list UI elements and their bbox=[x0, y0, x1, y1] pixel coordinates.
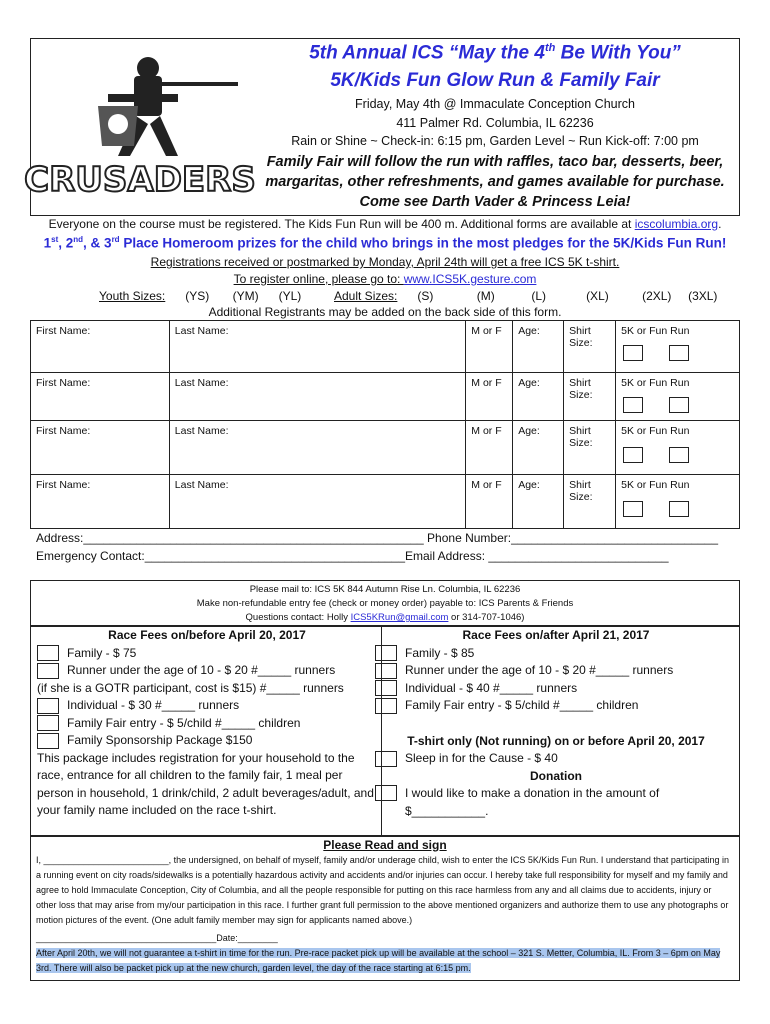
individual-checkbox[interactable] bbox=[375, 680, 397, 696]
event-subtitle: 5K/Kids Fun Glow Run & Family Fair bbox=[330, 70, 660, 91]
runner-checkbox[interactable] bbox=[37, 663, 59, 679]
logo-lettering: CRUSADERS bbox=[24, 160, 256, 200]
5k-checkbox[interactable] bbox=[623, 397, 643, 413]
gender-field[interactable]: M or F bbox=[466, 321, 513, 373]
registration-note: Everyone on the course must be registered. The Kids Fun Run will be 400 m. Additional forms are available at icscolumbia.org. bbox=[48, 217, 722, 231]
age-field[interactable]: Age: bbox=[513, 321, 564, 373]
fees-before-column: Race Fees on/before April 20, 2017 Family - $ 75 Runner under the age of 10 - $ 20 #_____ runners (if she is a GOTR participant, cost is $15) #_____ runners Individual - $ 30 #_____ runners Family Fair entry - $ 5/child #_____ children Family Sponsorship Package $150 This package includes registration for your household to the race, entrance for all children to the family fair, 1 meal per person in household, 1 drink/child, 2 adult beverages/adult, and your family name included on the race t-shirt. bbox=[37, 627, 377, 820]
event-times: Rain or Shine ~ Check-in: 6:15 pm, Garden Level ~ Run Kick-off: 7:00 pm bbox=[291, 134, 699, 148]
first-name-field[interactable]: First Name: bbox=[31, 373, 170, 421]
first-name-field[interactable]: First Name: bbox=[31, 421, 170, 475]
ics5k-link[interactable]: www.ICS5K.gesture.com bbox=[403, 272, 537, 286]
additional-note: Additional Registrants may be added on the back side of this form. bbox=[208, 305, 562, 319]
age-field[interactable]: Age: bbox=[513, 475, 564, 529]
table-row bbox=[31, 421, 740, 475]
fees-after-heading: Race Fees on/after April 21, 2017 bbox=[462, 628, 650, 642]
fair-entry-checkbox[interactable] bbox=[37, 715, 59, 731]
event-date: Friday, May 4th @ Immaculate Conception Church bbox=[355, 97, 635, 111]
online-registration: To register online, please go to: www.ICS5K.gesture.com bbox=[233, 272, 537, 286]
fair-entry-checkbox[interactable] bbox=[375, 698, 397, 714]
last-name-field[interactable]: Last Name: bbox=[169, 421, 465, 475]
5k-checkbox[interactable] bbox=[623, 345, 643, 361]
registrant-table bbox=[30, 320, 740, 529]
sleep-in-checkbox[interactable] bbox=[375, 751, 397, 767]
fun-run-checkbox[interactable] bbox=[669, 447, 689, 463]
individual-checkbox[interactable] bbox=[37, 698, 59, 714]
package-description: This package includes registration for your household to the race, entrance for all children to the family fair, 1 meal per person in household, 1 drink/child, 2 adult beverages/adult, and your family name included on the race t-shirt. bbox=[37, 750, 374, 817]
donation-text: I would like to make a donation in the amount of $___________. bbox=[405, 786, 660, 818]
table-row bbox=[31, 321, 740, 373]
fun-run-checkbox[interactable] bbox=[669, 397, 689, 413]
icscolumbia-link[interactable]: icscolumbia.org bbox=[634, 217, 719, 231]
last-name-field[interactable]: Last Name: bbox=[169, 475, 465, 529]
fun-run-checkbox[interactable] bbox=[669, 345, 689, 361]
sizes-line: Youth Sizes: (YS) (YM) (YL) Adult Sizes: (S) (M) (L) (XL) (2XL) (3XL) bbox=[99, 289, 718, 303]
homeroom-prizes: 1st, 2nd, & 3rd Place Homeroom prizes for the child who brings in the most pledges for the 5K/Kids Fun Run! bbox=[43, 235, 727, 251]
shirt-size-field[interactable]: Shirt Size: bbox=[564, 475, 616, 529]
table-row bbox=[31, 373, 740, 421]
family-checkbox[interactable] bbox=[375, 645, 397, 661]
shirt-size-field[interactable]: Shirt Size: bbox=[564, 321, 616, 373]
signature-line[interactable]: ____________________________________Date:________ bbox=[36, 933, 278, 943]
age-field[interactable]: Age: bbox=[513, 373, 564, 421]
family-checkbox[interactable] bbox=[37, 645, 59, 661]
first-name-field[interactable]: First Name: bbox=[31, 321, 170, 373]
waiver-text: I, _________________________, the undersigned, on behalf of myself, family and/or underage child, wish to enter the ICS 5K/Kids Fun Run. I understand that participating in a running event on city roads/sidewalks is a potentially hazardous activity and accidents and/or injuries can occur. I hereby take full responsibility for myself and my family and agree to hold Immaculate Conception, City of Columbia, and all the people responsible for putting on this race harmless from any and all claims due to accidents, injury or other loss that may arise from my/our participation in this race. I further grant full permission to the above mentioned organizers and authorize them to use any photographs or motion pictures of the event. (One adult family member may sign for applicants named above.) bbox=[36, 855, 729, 925]
last-name-field[interactable]: Last Name: bbox=[169, 321, 465, 373]
fees-after-column: Race Fees on/after April 21, 2017 Family - $ 85 Runner under the age of 10 - $ 20 #_____ runners Individual - $ 40 #_____ runners Family Fair entry - $ 5/child #_____ children T-shirt only (Not running) on or before April 20, 2017 Sleep in for the Cause - $ 40 Donation I would like to make a donation in the amount of $___________. bbox=[371, 627, 741, 820]
questions-contact: Questions contact: Holly ICS5KRun@gmail.com or 314-707-1046) bbox=[245, 612, 525, 623]
runner-checkbox[interactable] bbox=[375, 663, 397, 679]
waiver-heading: Please Read and sign bbox=[323, 838, 447, 852]
event-title: 5th Annual ICS “May the 4th Be With You” bbox=[309, 42, 681, 64]
gotr-line: (if she is a GOTR participant, cost is $15) #_____ runners bbox=[37, 680, 344, 695]
donation-checkbox[interactable] bbox=[375, 785, 397, 801]
race-choice: 5K or Fun Run bbox=[616, 421, 740, 475]
fees-box bbox=[30, 626, 740, 836]
crusaders-logo bbox=[24, 46, 256, 206]
sponsorship-checkbox[interactable] bbox=[37, 733, 59, 749]
donation-heading: Donation bbox=[530, 768, 582, 783]
race-choice: 5K or Fun Run bbox=[616, 475, 740, 529]
gender-field[interactable]: M or F bbox=[466, 421, 513, 475]
tshirt-heading: T-shirt only (Not running) on or before April 20, 2017 bbox=[407, 733, 705, 748]
waiver-box bbox=[30, 836, 740, 981]
race-choice: 5K or Fun Run bbox=[616, 321, 740, 373]
mailing-box bbox=[30, 580, 740, 626]
first-name-field[interactable]: First Name: bbox=[31, 475, 170, 529]
family-fair-text: Family Fair will follow the run with raffles, taco bar, desserts, beer, margaritas, other refreshments, and games available for purchase. Come see Darth Vader & Princess Leia! bbox=[265, 154, 725, 210]
gender-field[interactable]: M or F bbox=[466, 475, 513, 529]
race-choice: 5K or Fun Run bbox=[616, 373, 740, 421]
age-field[interactable]: Age: bbox=[513, 421, 564, 475]
emergency-email-line[interactable]: Emergency Contact:_______________________________________Email Address: ___________________________ bbox=[36, 549, 669, 563]
5k-checkbox[interactable] bbox=[623, 447, 643, 463]
payable-to: Make non-refundable entry fee (check or money order) payable to: ICS Parents & Friends bbox=[196, 598, 574, 609]
shirt-size-field[interactable]: Shirt Size: bbox=[564, 373, 616, 421]
5k-checkbox[interactable] bbox=[623, 501, 643, 517]
table-row bbox=[31, 475, 740, 529]
event-address: 411 Palmer Rd. Columbia, IL 62236 bbox=[396, 116, 594, 130]
last-name-field[interactable]: Last Name: bbox=[169, 373, 465, 421]
fun-run-checkbox[interactable] bbox=[669, 501, 689, 517]
gender-field[interactable]: M or F bbox=[466, 373, 513, 421]
pickup-info: After April 20th, we will not guarantee a t-shirt in time for the run. Pre-race packet pick up will be available at the school – 321 S. Metter, Columbia, IL. From 3 – 6pm on May 3rd. There will also be packet pick up at the new church, garden level, the day of the race starting at 6:15 pm. bbox=[36, 948, 721, 973]
email-link[interactable]: ICS5KRun@gmail.com bbox=[350, 612, 449, 623]
address-phone-line[interactable]: Address:___________________________________________________ Phone Number:_______________________________ bbox=[36, 531, 718, 545]
mail-address: Please mail to: ICS 5K 844 Autumn Rise Ln. Columbia, IL 62236 bbox=[249, 584, 521, 595]
deadline-note: Registrations received or postmarked by Monday, April 24th will get a free ICS 5K t-shirt. bbox=[150, 255, 620, 269]
fees-before-heading: Race Fees on/before April 20, 2017 bbox=[108, 628, 306, 642]
shirt-size-field[interactable]: Shirt Size: bbox=[564, 421, 616, 475]
